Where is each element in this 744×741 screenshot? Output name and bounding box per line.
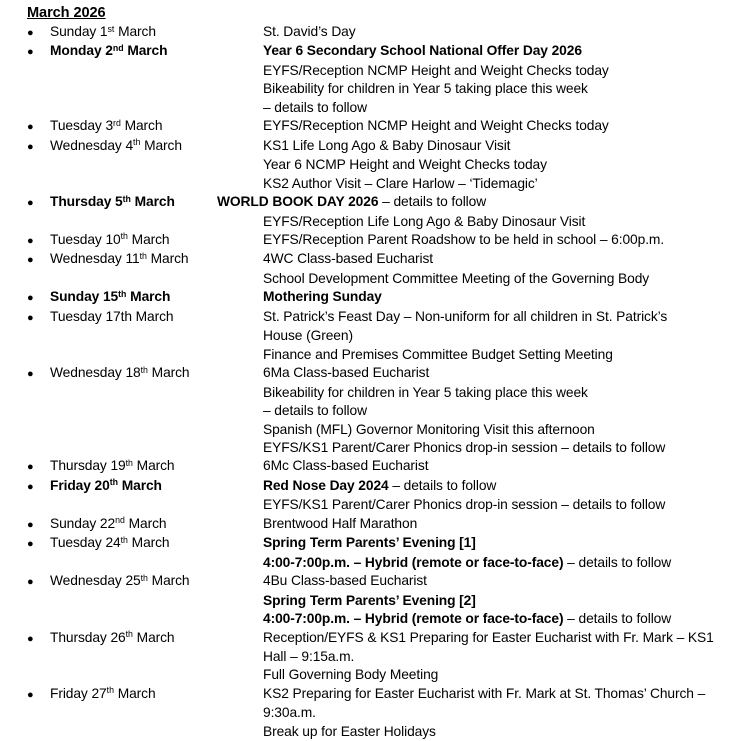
calendar-line xyxy=(27,534,744,553)
event-text xyxy=(263,534,476,552)
text-segment: Finance and Premises Committee Budget Setting Meeting xyxy=(263,346,613,362)
event-text xyxy=(263,80,588,98)
text-segment: EYFS/Reception NCMP Height and Weight Checks today xyxy=(263,118,609,134)
event-text xyxy=(263,117,609,135)
calendar-line xyxy=(27,175,744,193)
text-segment: Tuesday 24 xyxy=(50,535,121,551)
ordinal-suffix: th xyxy=(120,534,128,545)
text-segment: – details to follow xyxy=(263,99,367,115)
text-segment: EYFS/Reception Parent Roadshow to be held in school – 6:00p.m. xyxy=(263,231,665,247)
text-segment: March xyxy=(123,43,168,59)
ordinal-suffix: th xyxy=(133,137,141,148)
event-date xyxy=(50,23,263,42)
text-segment: – details to follow xyxy=(388,477,497,493)
text-segment: Hall – 9:15a.m. xyxy=(263,648,355,664)
text-segment: – details to follow xyxy=(563,554,672,570)
event-date xyxy=(50,250,263,269)
text-segment: Wednesday 4 xyxy=(50,137,134,153)
text-segment: 6Ma Class-based Eucharist xyxy=(263,365,430,381)
event-text xyxy=(263,704,316,722)
bullet-icon: ● xyxy=(27,538,34,551)
text-segment: – details to follow xyxy=(563,611,672,627)
calendar-line xyxy=(27,250,744,269)
calendar-line xyxy=(27,515,744,534)
ordinal-suffix: th xyxy=(122,193,131,204)
bullet-icon: ● xyxy=(27,480,34,493)
calendar-line xyxy=(27,156,744,174)
event-text xyxy=(263,288,382,306)
event-text xyxy=(263,250,433,268)
event-date xyxy=(50,515,263,534)
bullet-icon: ● xyxy=(27,121,34,134)
event-text xyxy=(263,572,427,590)
calendar-line xyxy=(27,610,744,628)
event-text xyxy=(263,554,671,572)
text-segment: Spring Term Parents’ Evening [2] xyxy=(263,592,476,608)
text-segment: Thursday 26 xyxy=(50,629,126,645)
event-date xyxy=(50,288,263,307)
bullet-icon: ● xyxy=(27,254,34,267)
calendar-line xyxy=(27,308,744,327)
ordinal-suffix: th xyxy=(120,231,128,242)
text-segment: KS2 Preparing for Easter Eucharist with Fr. Mark at St. Thomas’ Church – xyxy=(263,685,706,701)
calendar-line xyxy=(27,723,744,741)
bullet-icon: ● xyxy=(27,197,34,210)
text-segment: March xyxy=(120,118,163,134)
text-segment: March xyxy=(113,685,156,701)
text-segment: Sunday 15 xyxy=(50,289,119,305)
event-date xyxy=(50,477,263,496)
event-date xyxy=(50,364,263,383)
calendar-line xyxy=(27,364,744,383)
text-segment: – details to follow xyxy=(378,194,487,210)
event-text xyxy=(263,384,588,402)
event-text xyxy=(263,723,436,741)
event-text xyxy=(263,439,665,457)
calendar-line xyxy=(27,554,744,572)
event-text xyxy=(263,666,438,684)
text-segment: March xyxy=(118,477,162,493)
bullet-icon: ● xyxy=(27,576,34,589)
ordinal-suffix: th xyxy=(109,477,118,488)
text-segment: 6Mc Class-based Eucharist xyxy=(263,458,429,474)
text-segment: March xyxy=(132,458,175,474)
text-segment: Wednesday 25 xyxy=(50,573,141,589)
event-text xyxy=(263,592,476,610)
text-segment: Thursday 5 xyxy=(50,194,123,210)
calendar-line xyxy=(27,629,744,648)
text-segment: Wednesday 18 xyxy=(50,365,141,381)
text-segment: Friday 27 xyxy=(50,685,107,701)
event-text xyxy=(263,457,428,475)
text-segment: Bikeability for children in Year 5 taking place this week xyxy=(263,81,588,97)
calendar-line xyxy=(27,666,744,684)
text-segment: Thursday 19 xyxy=(50,458,126,474)
text-segment: St. David’s Day xyxy=(263,24,356,39)
calendar-line xyxy=(27,439,744,457)
event-text xyxy=(263,364,429,382)
event-text xyxy=(263,270,649,288)
calendar-line xyxy=(27,270,744,288)
calendar-line xyxy=(27,457,744,476)
ordinal-suffix: th xyxy=(140,572,148,583)
calendar-line xyxy=(27,496,744,514)
ordinal-suffix: th xyxy=(125,457,133,468)
event-text xyxy=(263,327,353,345)
text-segment: 4:00-7:00p.m. – Hybrid (remote or face-to-face) xyxy=(263,611,564,627)
text-segment: 9:30a.m. xyxy=(263,705,316,721)
calendar-line xyxy=(27,80,744,98)
calendar-line xyxy=(27,685,744,704)
event-text xyxy=(263,346,613,364)
text-segment: Brentwood Half Marathon xyxy=(263,515,418,531)
calendar-line xyxy=(27,704,744,722)
calendar-line xyxy=(27,288,744,307)
event-date xyxy=(50,572,263,591)
calendar-list xyxy=(27,23,744,741)
event-text xyxy=(263,515,417,533)
text-segment: March xyxy=(127,535,170,551)
text-segment: EYFS/KS1 Parent/Carer Phonics drop-in session – details to follow xyxy=(263,497,666,513)
event-text xyxy=(263,23,356,41)
calendar-line xyxy=(27,23,744,42)
calendar-line xyxy=(27,592,744,610)
text-segment: EYFS/KS1 Parent/Carer Phonics drop-in session – details to follow xyxy=(263,439,666,455)
ordinal-suffix: th xyxy=(118,288,127,299)
event-text xyxy=(263,175,538,193)
event-date xyxy=(50,629,263,648)
text-segment: Friday 20 xyxy=(50,477,110,493)
text-segment: March xyxy=(127,231,170,247)
calendar-line xyxy=(27,477,744,496)
text-segment: – details to follow xyxy=(263,403,367,419)
ordinal-suffix: th xyxy=(106,685,114,696)
text-segment: March xyxy=(126,289,171,305)
bullet-icon: ● xyxy=(27,140,34,153)
event-text xyxy=(263,308,667,326)
calendar-line xyxy=(27,137,744,156)
text-segment: Tuesday 3 xyxy=(50,118,114,134)
event-text xyxy=(263,629,714,647)
event-text xyxy=(263,685,705,703)
calendar-line xyxy=(27,421,744,439)
event-text xyxy=(263,156,547,174)
event-text xyxy=(263,496,665,514)
text-segment: March xyxy=(140,137,182,153)
bullet-icon: ● xyxy=(27,27,34,39)
text-segment: 4:00-7:00p.m. – Hybrid (remote or face-to-face) xyxy=(263,554,564,570)
page-title: March 2026 xyxy=(27,5,106,21)
calendar-line xyxy=(27,42,744,61)
event-text xyxy=(263,99,367,117)
text-segment: St. Patrick’s Feast Day – Non-uniform for all children in St. Patrick’s xyxy=(263,308,668,324)
bullet-icon: ● xyxy=(27,632,34,645)
text-segment: Mothering Sunday xyxy=(263,289,382,305)
calendar-line xyxy=(27,117,744,136)
calendar-line xyxy=(27,99,744,117)
ordinal-suffix: th xyxy=(139,250,147,261)
bullet-icon: ● xyxy=(27,311,34,324)
event-date xyxy=(50,117,263,136)
event-text xyxy=(263,421,595,439)
event-text xyxy=(263,402,367,420)
text-segment: EYFS/Reception NCMP Height and Weight Checks today xyxy=(263,62,609,78)
text-segment: Bikeability for children in Year 5 taking place this week xyxy=(263,384,588,400)
calendar-line xyxy=(27,402,744,420)
event-text xyxy=(263,213,585,231)
ordinal-suffix: st xyxy=(107,23,115,34)
text-segment: Spring Term Parents’ Evening [1] xyxy=(263,535,476,551)
text-segment: March xyxy=(132,629,175,645)
event-date xyxy=(50,137,263,156)
text-segment: Year 6 Secondary School National Offer Day 2026 xyxy=(263,43,582,59)
text-segment: Full Governing Body Meeting xyxy=(263,667,439,683)
text-segment: Monday 2 xyxy=(50,43,113,59)
text-segment: School Development Committee Meeting of the Governing Body xyxy=(263,270,650,286)
bullet-icon: ● xyxy=(27,368,34,381)
event-text xyxy=(263,62,609,80)
bullet-icon: ● xyxy=(27,518,34,531)
text-segment: Reception/EYFS & KS1 Preparing for Easter Eucharist with Fr. Mark – KS1 xyxy=(263,629,714,645)
calendar-line xyxy=(27,572,744,591)
text-segment: March xyxy=(147,573,190,589)
calendar-line xyxy=(27,213,744,231)
bullet-icon: ● xyxy=(27,46,34,59)
text-segment: March xyxy=(124,515,167,531)
event-date xyxy=(50,534,263,553)
event-date xyxy=(50,308,263,326)
text-segment: KS2 Author Visit – Clare Harlow – ‘Tidemagic’ xyxy=(263,175,538,191)
event-text xyxy=(263,477,496,495)
bullet-icon: ● xyxy=(27,234,34,247)
ordinal-suffix: nd xyxy=(112,42,124,53)
text-segment: WORLD BOOK DAY 2026 xyxy=(217,194,379,210)
text-segment: Break up for Easter Holidays xyxy=(263,723,436,739)
text-segment: Sunday 1 xyxy=(50,24,108,39)
calendar-line xyxy=(27,648,744,666)
text-segment: House (Green) xyxy=(263,328,353,344)
text-segment: Spanish (MFL) Governor Monitoring Visit this afternoon xyxy=(263,421,595,437)
event-text xyxy=(263,42,582,60)
text-segment: March xyxy=(146,251,189,267)
bullet-icon: ● xyxy=(27,461,34,474)
event-text xyxy=(263,137,510,155)
calendar-line xyxy=(27,193,744,212)
event-text xyxy=(217,193,486,211)
event-text xyxy=(263,231,664,249)
calendar-line xyxy=(27,384,744,402)
text-segment: March xyxy=(147,365,190,381)
text-segment: 4WC Class-based Eucharist xyxy=(263,251,434,267)
ordinal-suffix: rd xyxy=(113,117,121,128)
text-segment: Tuesday 17th March xyxy=(50,308,174,324)
bullet-icon: ● xyxy=(27,688,34,701)
event-text xyxy=(263,648,354,666)
ordinal-suffix: nd xyxy=(115,515,125,526)
event-date xyxy=(50,231,263,250)
event-date xyxy=(50,457,263,476)
event-text xyxy=(263,610,671,628)
text-segment: Sunday 22 xyxy=(50,515,116,531)
text-segment: Year 6 NCMP Height and Weight Checks today xyxy=(263,157,547,173)
ordinal-suffix: th xyxy=(125,629,133,639)
text-segment: KS1 Life Long Ago & Baby Dinosaur Visit xyxy=(263,137,511,153)
text-segment: EYFS/Reception Life Long Ago & Baby Dinosaur Visit xyxy=(263,213,586,229)
calendar-line xyxy=(27,327,744,345)
text-segment: March xyxy=(114,24,156,39)
text-segment: 4Bu Class-based Eucharist xyxy=(263,573,427,589)
text-segment: March xyxy=(130,194,175,210)
bullet-icon: ● xyxy=(27,292,34,305)
ordinal-suffix: th xyxy=(140,364,148,375)
text-segment: Red Nose Day 2024 xyxy=(263,477,389,493)
text-segment: Tuesday 10 xyxy=(50,231,121,247)
event-date xyxy=(50,685,263,704)
text-segment: Wednesday 11 xyxy=(50,251,140,267)
calendar-line xyxy=(27,62,744,80)
event-date xyxy=(50,42,263,61)
calendar-line xyxy=(27,231,744,250)
calendar-line xyxy=(27,346,744,364)
